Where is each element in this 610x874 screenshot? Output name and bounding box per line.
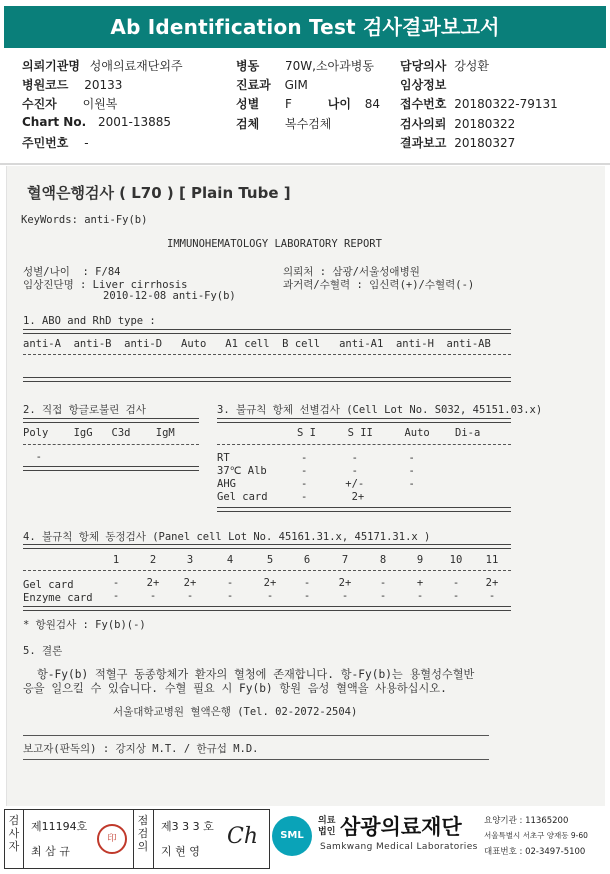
specimen-row [236,115,331,132]
screen-row-label-gel: Gel card [217,491,268,503]
screen-headers: S I S II Auto Di-a [297,427,481,439]
abo-bottom-rule [23,377,511,382]
request-date-value: 20180322 [454,117,516,131]
doctor-value: 강성환 [454,59,489,73]
lab-signature: 서울대학교병원 혈액은행 (Tel. 02-2072-2504) [113,706,358,718]
inspector-name: 지 현 영 [161,845,200,858]
diagnosis-line: 임상진단명 : Liver cirrhosis [23,279,188,291]
specimen-value: 복수검체 [285,117,332,131]
inspector-license: 제3 3 3 호 [161,820,214,833]
screen-row-label-alb: 37℃ Alb [217,465,267,477]
screen-mid-rule [217,444,511,445]
examiner-name: 최 삼 규 [31,845,70,858]
accession-no-label: 접수번호 [400,97,447,111]
ward-label: 병동 [236,59,260,73]
hospital-code-row [22,76,122,93]
keywords: KeyWords: anti-Fy(b) [21,214,148,226]
abo-rhd-title: 1. ABO and RhD type : [23,315,156,327]
panel-cell-7: 7 [341,554,349,566]
institution-row [22,57,183,74]
sml-logo-icon: SML [272,816,312,856]
screen-bottom-rule [217,507,511,512]
gel-result-11: 2+ [485,577,499,589]
dat-mid-rule [23,444,199,445]
doctor-row [400,57,489,74]
panel-mid-rule [23,570,511,571]
panel-cell-3: 3 [186,554,194,566]
gel-result-9: + [416,577,424,589]
panel-top-rule [23,544,511,549]
screen-row-label-rt: RT [217,452,230,464]
report-date-label: 결과보고 [400,136,447,150]
report-footer [0,806,610,874]
sex-value: F [285,97,292,111]
enzyme-result-10: - [452,590,460,602]
lab-title: IMMUNOHEMATOLOGY LABORATORY REPORT [167,238,382,250]
enzyme-result-7: - [341,590,349,602]
request-date-label: 검사의뢰 [400,117,447,131]
enzyme-result-8: - [379,590,387,602]
history-line: 과거력/수혈력 : 임신력(+)/수혈력(-) [283,279,475,291]
ward-value: 70W,소아과병동 [285,59,374,73]
report-banner-title: Ab Identification Test 검사결과보고서 [4,6,606,48]
institution-label: 의뢰기관명 [22,59,80,73]
age-value: 84 [364,97,381,111]
diagnosis-date: 2010-12-08 anti-Fy(b) [103,290,236,302]
department-label: 진료과 [236,78,271,92]
gel-result-5: 2+ [263,577,277,589]
sex-age-row [236,95,380,112]
collector-row [22,95,117,112]
signature-divider-1 [23,810,24,868]
antigen-test: * 항원검사 : Fy(b)(-) [23,619,146,631]
resident-no-label: 주민번호 [22,136,69,150]
accession-no-value: 20180322-79131 [454,97,558,111]
panel-cell-9: 9 [416,554,424,566]
conclusion-line-1: 항-Fy(b) 적혈구 동종항체가 환자의 혈청에 존재합니다. 항-Fy(b)는 용혈성수혈반 [37,668,475,681]
signature-divider-2 [133,810,134,868]
screen-title: 3. 불규칙 항체 선별검사 (Cell Lot No. S032, 45151.03.x) [217,404,543,416]
care-code: 요양기관 : 11365200 [484,816,569,826]
panel-cell-8: 8 [379,554,387,566]
hospital-code-label: 병원코드 [22,78,69,92]
sex-label: 성별 [236,97,260,111]
panel-cell-1: 1 [112,554,120,566]
report-section-title: 혈액은행검사 ( L70 ) [ Plain Tube ] [27,184,291,202]
age-label: 나이 [327,97,351,111]
dat-headers: Poly IgG C3d IgM [23,427,175,439]
gel-result-8: - [379,577,387,589]
panel-cell-6: 6 [303,554,311,566]
enzyme-result-5: - [266,590,274,602]
chart-no-value: 2001-13885 [97,115,171,129]
collector-label: 수진자 [22,97,57,111]
resident-no-row [22,134,89,151]
scanned-report [6,166,605,806]
panel-bottom-rule [23,606,511,611]
reporter-bottom-rule [23,759,489,760]
dat-value: - [23,451,42,463]
screen-row-values-rt: - - - [301,452,415,464]
gel-result-2: 2+ [146,577,160,589]
chart-no-label: Chart No. [22,115,87,129]
screen-row-values-gel: - 2+ [301,491,365,503]
accession-no-row [400,95,558,112]
abo-top-rule [23,329,511,334]
logo-prefix-bottom: 법인 [318,827,336,837]
clinical-info-label: 임상정보 [400,78,447,92]
org-address: 서울특별시 서초구 양재동 9-60 [484,831,588,840]
sex-age-line: 성별/나이 : F/84 [23,266,121,278]
dat-bottom-rule [23,466,199,471]
panel-cell-2: 2 [149,554,157,566]
signature-box [4,809,270,869]
panel-cell-4: 4 [226,554,234,566]
chart-no-row [22,115,171,129]
org-english-name: Samkwang Medical Laboratories [320,842,478,852]
examiner-license: 제11194호 [31,820,88,833]
org-phone: 대표번호 : 02-3497-5100 [484,847,586,857]
reporter-line: 보고자(판독의) : 강지상 M.T. / 한규섭 M.D. [23,743,259,755]
org-name: 삼광의료재단 [340,815,462,839]
abo-rhd-headers: anti-A anti-B anti-D Auto A1 cell B cell anti-A1 anti-H anti-AB [23,338,491,350]
collector-value: 이원복 [82,97,118,111]
resident-no-value: - [84,136,89,150]
panel-enzyme-label: Enzyme card [23,592,93,604]
conclusion-title: 5. 결론 [23,645,63,657]
enzyme-result-9: - [416,590,424,602]
panel-cell-11: 11 [485,554,499,566]
signature-divider-3 [153,810,154,868]
report-date-value: 20180327 [454,136,516,150]
screen-row-values-alb: - - - [301,465,415,477]
dat-title: 2. 직접 항글로불린 검사 [23,404,146,416]
gel-result-10: - [452,577,460,589]
department-row [236,76,308,93]
logo-prefix-top: 의료 [318,816,336,826]
enzyme-result-6: - [303,590,311,602]
examiner-label: 검사자 [8,814,20,853]
panel-cell-5: 5 [266,554,274,566]
screen-row-label-ahg: AHG [217,478,236,490]
panel-gel-label: Gel card [23,579,74,591]
request-date-row [400,115,515,132]
enzyme-result-11: - [488,590,496,602]
enzyme-result-1: - [112,590,120,602]
screen-row-values-ahg: - +/- - [301,478,415,490]
specimen-label: 검체 [236,117,260,131]
enzyme-result-2: - [149,590,157,602]
header-divider [0,163,610,165]
department-value: GIM [284,78,308,92]
gel-result-6: - [303,577,311,589]
panel-cell-10: 10 [449,554,463,566]
institution-value: 성애의료재단외주 [89,59,183,73]
doctor-label: 담당의사 [400,59,447,73]
inspector-signature: Ch [227,824,259,849]
requester-line: 의뢰처 : 삼광/서울성애병원 [283,266,420,278]
examiner-seal: 印 [97,824,127,854]
hospital-code-value: 20133 [84,78,123,92]
gel-result-3: 2+ [183,577,197,589]
enzyme-result-3: - [186,590,194,602]
enzyme-result-4: - [226,590,234,602]
ward-row [236,57,374,74]
abo-mid-rule [23,354,511,355]
report-date-row [400,134,515,151]
gel-result-1: - [112,577,120,589]
inspector-label: 점검의 [137,814,149,853]
gel-result-4: - [226,577,234,589]
panel-title: 4. 불규칙 항체 동정검사 (Panel cell Lot No. 45161.31.x, 45171.31.x ) [23,531,431,543]
clinical-info-row [400,76,446,93]
reporter-top-rule [23,735,489,736]
dat-top-rule [23,418,199,423]
gel-result-7: 2+ [338,577,352,589]
conclusion-line-2: 응을 일으킬 수 있습니다. 수혈 필요 시 Fy(b) 항원 음성 혈액을 사용하십시오. [23,682,447,695]
screen-top-rule [217,418,511,423]
